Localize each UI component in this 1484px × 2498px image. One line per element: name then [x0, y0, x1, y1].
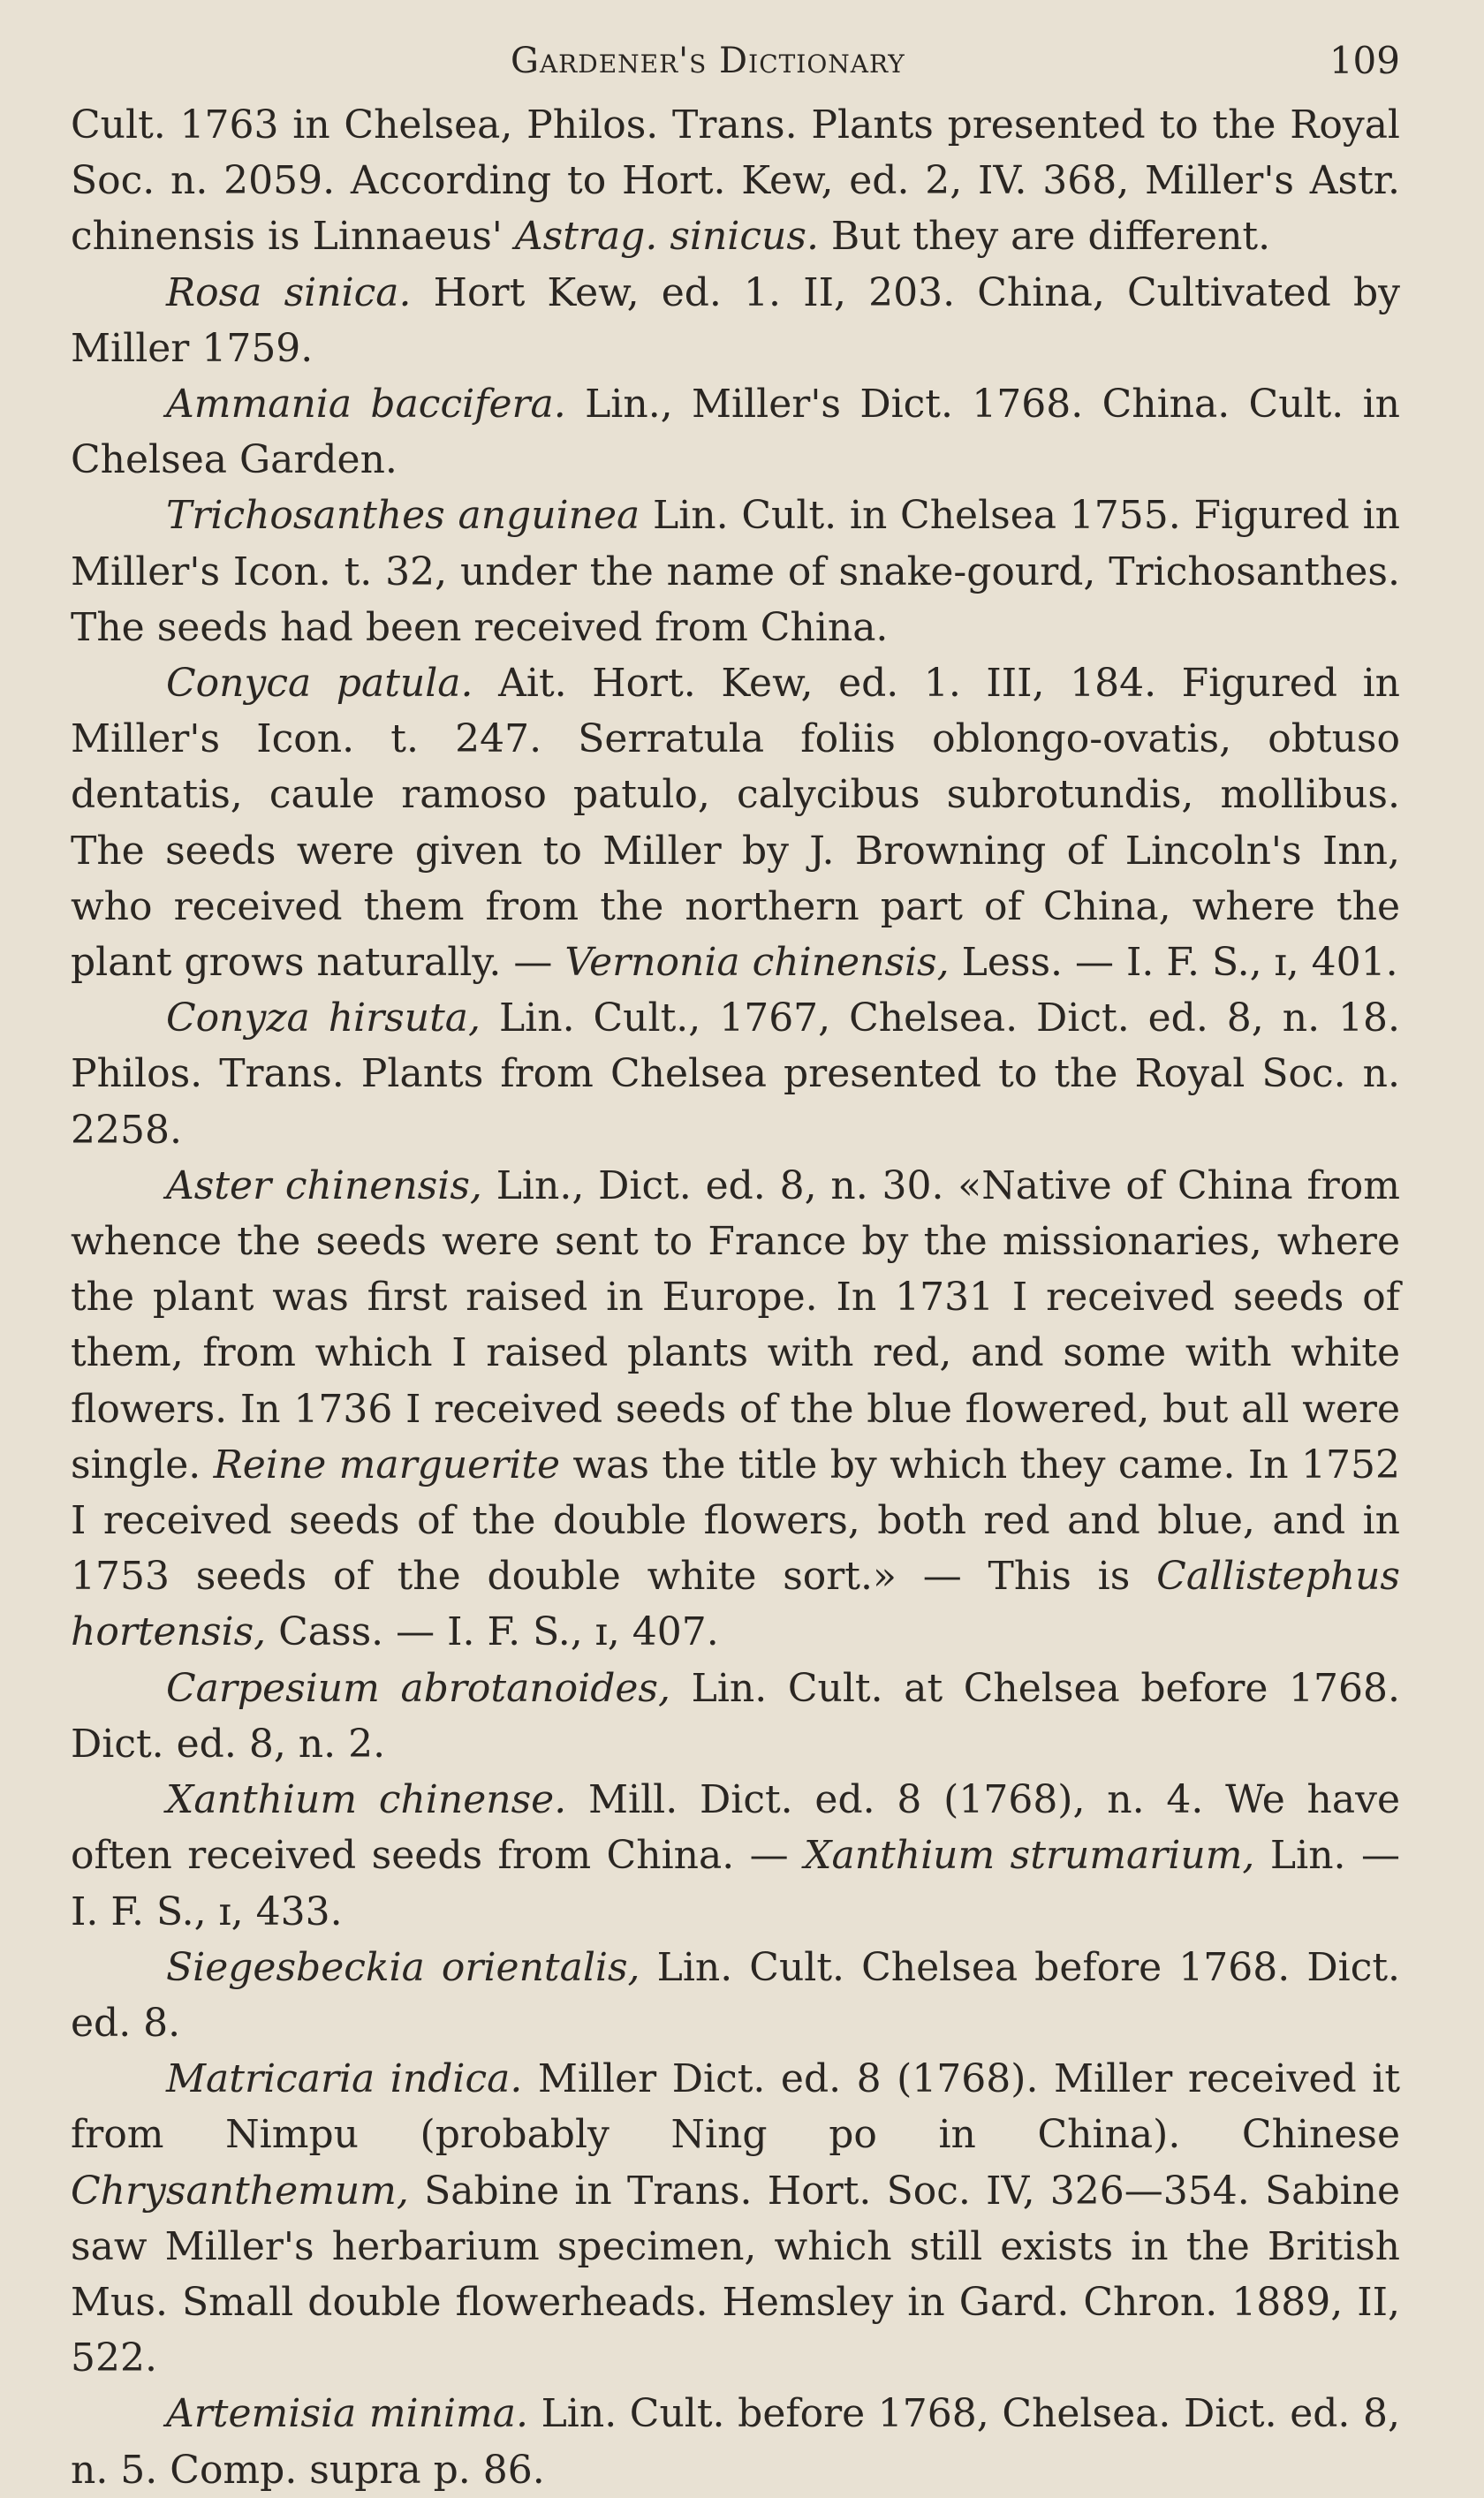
dictionary-entry [71, 97, 1400, 265]
entry-text: Cult. 1763 in Chelsea, Philos. Trans. Plants presented to the Royal Soc. n. 2059. According to Hort. Kew, ed. 2, IV. 368, Miller's Astr. chinensis is Linnaeus' [71, 102, 1400, 260]
entry-text: Ait. Hort. Kew, ed. 1. III, 184. Figured in Miller's Icon. t. 247. Serratula foliis oblongo-ovatis, obtuso dentatis, caule ramoso patulo, calycibus subrotundis, mollibus. The seeds were given to Miller by J. Browning of Lincoln's Inn, who received them from the northern part of China, where the plant grows naturally. — [71, 661, 1400, 986]
entry-text: But they are different. [818, 214, 1271, 260]
page-number: 109 [1329, 39, 1400, 82]
species-name: Rosa sinica. [166, 269, 412, 315]
species-name: Chrysanthemum, [71, 2168, 409, 2214]
entry-text: Hort Kew, ed. 1. II, 203. China, Cultivated by Miller 1759. [71, 269, 1400, 371]
entry-text: Lin. Cult., 1767, Chelsea. Dict. ed. 8, n. 18. Philos. Trans. Plants from Chelsea presented to the Royal Soc. n. 2258. [71, 995, 1400, 1153]
dictionary-entry [71, 1940, 1400, 2051]
dictionary-entry [71, 1772, 1400, 1940]
species-name: Siegesbeckia orientalis, [166, 1944, 640, 1990]
species-name: Conyza hirsuta, [166, 995, 481, 1041]
species-name: Artemisia minima. [166, 2391, 528, 2437]
dictionary-entries [71, 97, 1400, 2498]
entry-text: Less. — I. F. S., ɪ, 401. [949, 940, 1398, 986]
entry-text: Lin. — I. F. S., ɪ, 433. [71, 1833, 1400, 1934]
entry-text: Lin. Cult. before 1768, Chelsea. Dict. ed. 8, n. 5. Comp. supra p. 86. [71, 2391, 1400, 2493]
species-name: Astrag. sinicus. [514, 214, 819, 260]
page-header [71, 35, 1400, 97]
species-name: Vernonia chinensis, [564, 940, 950, 986]
dictionary-entry [71, 2051, 1400, 2386]
species-name: Trichosanthes anguinea [166, 493, 640, 539]
entry-text: was the title by which they came. In 1752 I received seeds of the double flowers, both red and blue, and in 1753 seeds of the double white sort.» — This is [71, 1442, 1400, 1600]
dictionary-entry [71, 265, 1400, 376]
entry-text: Lin., Miller's Dict. 1768. China. Cult. in Chelsea Garden. [71, 382, 1400, 483]
species-name: Reine marguerite [213, 1442, 561, 1487]
dictionary-entry [71, 376, 1400, 488]
entry-text: Lin. Cult. at Chelsea before 1768. Dict. ed. 8, n. 2. [71, 1665, 1400, 1767]
dictionary-entry [71, 2386, 1400, 2497]
entry-text: Miller Dict. ed. 8 (1768). Miller received it from Nimpu (probably Ning po in China). Chinese [71, 2056, 1401, 2158]
entry-text: Cass. — I. F. S., ɪ, 407. [266, 1609, 719, 1655]
dictionary-entry [71, 1661, 1400, 1772]
dictionary-entry [71, 990, 1400, 1158]
entry-text: Mill. Dict. ed. 8 (1768), n. 4. We have often received seeds from China. — [71, 1777, 1400, 1879]
entry-text: Lin., Dict. ed. 8, n. 30. «Native of China from whence the seeds were sent to France by the missionaries, where the plant was first raised in Europe. In 1731 I received seeds of them, from which I raised plants with red, and some with white flowers. In 1736 I received seeds of the blue flowered, but all were single. [71, 1162, 1400, 1487]
species-name: Xanthium strumarium, [804, 1833, 1255, 1879]
dictionary-entry [71, 655, 1400, 990]
entry-text: Sabine in Trans. Hort. Soc. IV, 326—354. Sabine saw Miller's herbarium specimen, which still exists in the British Mus. Small double flowerheads. Hemsley in Gard. Chron. 1889, II, 522. [71, 2168, 1400, 2381]
species-name: Xanthium chinense. [166, 1777, 567, 1823]
running-head: Gardener's Dictionary [511, 41, 905, 81]
species-name: Callistephus hortensis, [71, 1554, 1400, 1655]
species-name: Conyca patula. [166, 661, 473, 707]
species-name: Aster chinensis, [166, 1162, 482, 1208]
entry-text: Lin. Cult. in Chelsea 1755. Figured in Miller's Icon. t. 32, under the name of snake-gourd, Trichosanthes. The seeds had been received from China. [71, 493, 1400, 650]
species-name: Carpesium abrotanoides, [166, 1665, 670, 1711]
dictionary-entry [71, 488, 1400, 655]
species-name: Matricaria indica. [166, 2056, 523, 2102]
species-name: Ammania baccifera. [166, 382, 566, 428]
dictionary-entry [71, 1158, 1400, 1661]
entry-text: Lin. Cult. Chelsea before 1768. Dict. ed. 8. [71, 1944, 1401, 2046]
